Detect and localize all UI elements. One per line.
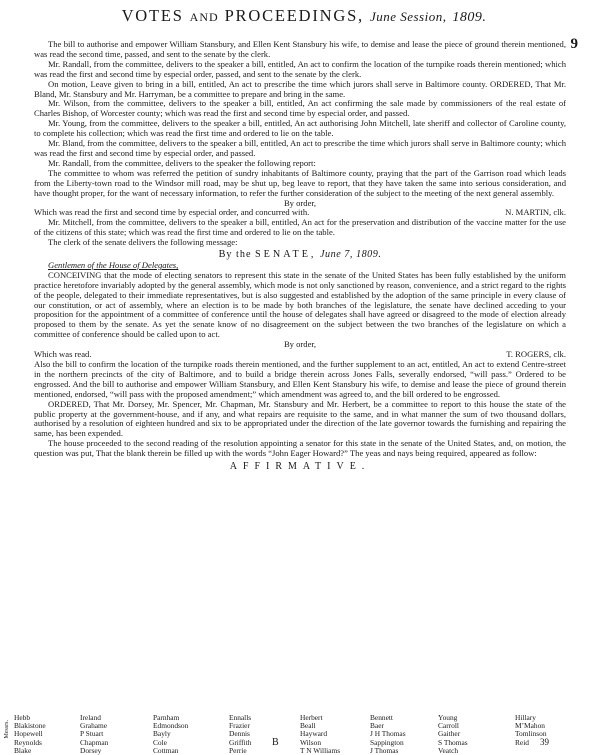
footer-number: 39 <box>540 737 549 747</box>
messrs-label: Messrs. <box>4 720 10 739</box>
voter-name: Herbert <box>300 713 323 722</box>
voter-name: Hopewell <box>14 729 43 739</box>
header-title-a: VOTES <box>121 6 190 25</box>
voter-name: Veatch <box>438 745 459 755</box>
voter-name: Bayly <box>153 729 171 739</box>
paragraph: Mr. Randall, from the committee, delivers to the speaker a bill, entitled, An act to confirm the location of the turnpike roads therein mentioned; which was read the first and second time by especial order, passed, and sent to the senate by the clerk. <box>34 58 566 79</box>
voter-name: Wilson <box>300 737 322 747</box>
header-year: 1809. <box>452 10 487 25</box>
by-order-2: By order, <box>283 339 317 350</box>
clerk-signature-2: T. ROGERS, clk. <box>506 349 566 360</box>
paragraph: The committee to whom was referred the petition of sundry inhabitants of Baltimore county, praying that the part of the Garrison road which leads from the Liberty-town road to the Windsor mill road, may be shut up, beg leave to report, that they have taken the same into serious consideration, and have thought proper, for the want of necessary information, to refer the further consideration of the subject to the meeting of the next general assembly. <box>34 167 566 198</box>
voter-name: Gaither <box>438 729 461 739</box>
paragraph: Mr. Bland, from the committee, delivers to the speaker a bill, entitled, An act to prescribe the time which jurors shall serve in Baltimore county; which was read the first and second time by especial order, and passed. <box>34 138 566 158</box>
voter-name: Blake <box>14 745 32 755</box>
voter-name: Tomlinson <box>515 729 547 739</box>
voter-name: J Thomas <box>370 745 399 755</box>
voter-name: J H Thomas <box>370 729 406 739</box>
vote-column <box>80 714 108 755</box>
paragraph: Also the bill to confirm the location of the turnpike roads therein mentioned, and the further supplement to an act, entitled, An act to extend Centre-street in the northern precincts of the city of Baltimore, and to build a bridge therein across Jones Falls, severally endorsed, “will pass.” Ordered to be engrossed. And the bill to authorise and empower William Stansbury, and Ellen Kent Stansbury his wife, to demise and lease the piece of ground therein mentioned, endorsed, “will pass with the proposed amendment;” which amendment was agreed to, and the bill ordered to be engrossed. <box>34 359 566 399</box>
voter-name: Baer <box>370 721 384 731</box>
senate-by: By the <box>218 249 252 261</box>
voter-name: Ennalls <box>229 713 252 722</box>
vote-column <box>153 714 188 755</box>
voter-name: Dennis <box>229 729 250 739</box>
voter-name: Hebb <box>14 713 31 722</box>
paragraph: Mr. Randall, from the committee, delivers to the speaker the following report: <box>48 157 316 168</box>
read-line: Which was read the first and second time by especial order, and concurred with. <box>34 207 310 218</box>
header-title-and: AND <box>189 10 219 24</box>
voter-name: Hayward <box>300 729 328 739</box>
senate-message-heading <box>34 250 566 260</box>
paragraph: ORDERED, That Mr. Dorsey, Mr. Spencer, Mr. Chapman, Mr. Stansbury and Mr. Herbert, be a committee to report to this house the state of the public property at the government-house, and if any, and what repairs are requisite to the same, and in what manner the sum of two thousand dollars, authorised by a resolution of eighteen hundred and six to be appropriated under the direction of the late governor towards the furnishing and repairing the same, has been expended. <box>34 398 566 439</box>
paragraph: The bill to authorise and empower William Stansbury, and Ellen Kent Stansbury his wife, to demise and lease the piece of ground therein mentioned, was read the second time, passed, and sent to the senate by the clerk. <box>34 39 566 59</box>
voter-name: Cole <box>153 737 167 747</box>
voter-name: P Stuart <box>80 729 104 739</box>
header-title-b: PROCEEDINGS, <box>218 6 364 25</box>
vote-column <box>300 714 340 755</box>
vote-column <box>438 714 468 755</box>
vote-column <box>229 714 251 755</box>
voter-name: Hillary <box>515 713 536 722</box>
voter-name: Carroll <box>438 721 459 731</box>
senate-word: SENATE, <box>255 249 317 261</box>
voter-name: Chapman <box>80 737 109 747</box>
paragraph: On motion, Leave given to bring in a bill, entitled, An act to prescribe the time which jurors shall serve in Baltimore county. ORDERED, That Mr. Bland, Mr. Stansbury and Mr. Harryman, be a committee to prepare and bring in the same. <box>34 78 566 99</box>
voter-name: Edmondson <box>153 721 189 731</box>
voter-name: Grahame <box>80 721 108 731</box>
signature-mark: B <box>272 737 279 748</box>
voter-name: Blakistone <box>14 721 46 731</box>
vote-column <box>370 714 406 755</box>
paragraph: The house proceeded to the second reading of the resolution appointing a senator for this state in the senate of the United States, and, on motion, the question was put, That the blank therein be filled up with the words “John Eager Howard?” The yeas and nays being required, appeared as follow: <box>34 438 566 459</box>
voter-name: Frazier <box>229 721 250 731</box>
affirmative-vote-list <box>4 713 594 755</box>
paragraph: Mr. Mitchell, from the committee, delivers to the speaker a bill, entitled, An act for the preservation and distribution of the vaccine matter for the use of the citizens of this state; which was read the first time and ordered to lie on the table. <box>34 217 566 238</box>
voter-name: Griffith <box>229 737 252 747</box>
which-was-read: Which was read. <box>34 349 92 360</box>
vote-column <box>14 714 46 755</box>
document-body <box>34 40 566 472</box>
by-order-1: By order, <box>283 197 317 208</box>
paragraph: Mr. Wilson, from the committee, delivers to the speaker a bill, entitled, An act confirming the sale made by commissioners of the real estate of Charles Bishop, of Worcester county; which was read the first and second time by especial order, and passed. <box>34 98 566 119</box>
page-number: 9 <box>570 36 578 52</box>
voter-name: Beall <box>300 721 316 731</box>
senate-message: CONCEIVING that the mode of electing senators to represent this state in the senate of the United States has been fully established by the uniform practice heretofore invariably adopted by the general assembly, which mode is not only sanctioned by reason, convenience, and a strict regard to the rights of the people, delegated to their immediate representatives, but is also suggested and established by the adoption of the same principle in every clause of our constitution, or act of assembly, where an election is to be made by both branches of the legislature, the senate have declined acceding to your proposition for the appointment of a committee of conference until the house of delegates shall have agreed or disagreed to the mode of election already proposed to them by the senate. As yet the senate know of no disagreement on the subject between the two branches of the legislature on which a committee of conference should be called upon to act. <box>34 269 566 340</box>
page-header <box>28 6 580 30</box>
voter-name: Bennett <box>370 713 393 722</box>
senate-date: June 7, 1809. <box>320 249 382 261</box>
voter-name: T N Williams <box>300 745 341 755</box>
voter-name: Parnham <box>153 713 180 722</box>
voter-name: Ireland <box>80 713 101 722</box>
header-session: June Session, <box>369 9 447 24</box>
voter-name: S Thomas <box>438 737 468 747</box>
salutation: Gentlemen of the House of Delegates, <box>48 259 179 270</box>
voter-name: Sappington <box>370 737 404 747</box>
clerk-signature-1: N. MARTIN, clk. <box>505 207 566 218</box>
paragraph: Mr. Young, from the committee, delivers to the speaker a bill, entitled, An act authorising John Mitchell, late sheriff and collector of Caroline county, to complete his collection; which was read the first time and ordered to lie on the table. <box>34 118 566 139</box>
voter-name: Young <box>438 713 458 722</box>
voter-name: Dorsey <box>80 745 102 755</box>
voter-name: M’Mahon <box>515 721 545 731</box>
clerk-message-intro: The clerk of the senate delivers the following message: <box>48 237 238 248</box>
voter-name: Reynolds <box>14 737 42 747</box>
voter-name: Cottman <box>153 745 179 755</box>
voter-name: Perrie <box>229 745 247 755</box>
affirmative-heading: AFFIRMATIVE. <box>229 461 371 473</box>
voter-name: Reid <box>515 737 529 747</box>
